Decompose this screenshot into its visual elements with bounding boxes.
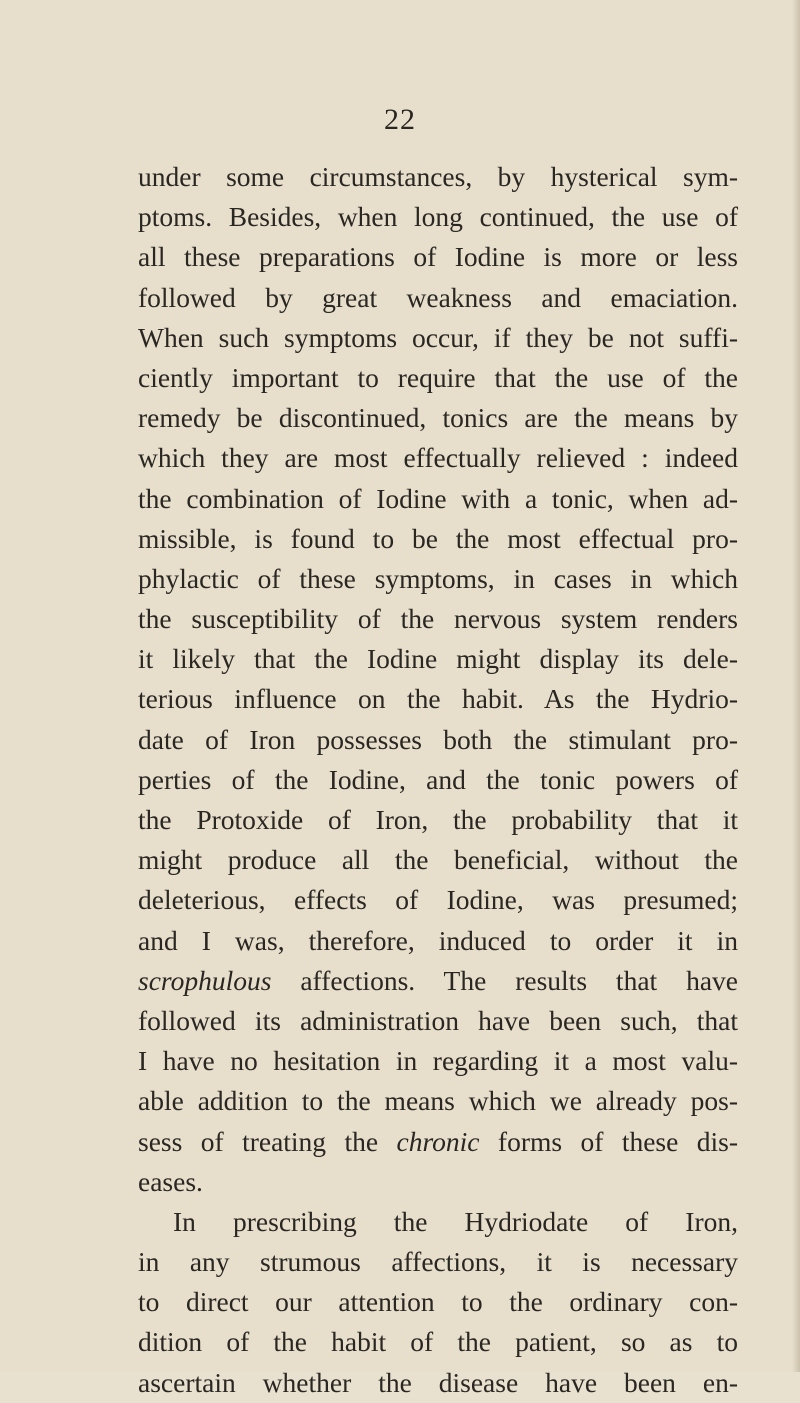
- text-line: When such symptoms occur, if they be not suffi-: [138, 321, 738, 353]
- text-line: the susceptibility of the nervous system renders: [138, 603, 738, 635]
- text-line: the Protoxide of Iron, the probability that it: [138, 804, 738, 835]
- text-line: followed by great weakness and emaciation.: [138, 281, 738, 313]
- italic-word: chronic: [396, 1125, 480, 1157]
- page-number: 22: [384, 103, 416, 136]
- text-line: eases.: [138, 1165, 203, 1197]
- text-line: to direct our attention to the ordinary con-: [138, 1286, 738, 1318]
- text-line: which they are most effectually relieved : indeed: [138, 442, 738, 474]
- text-line: missible, is found to be the most effectual pro-: [138, 522, 738, 554]
- text-line: remedy be discontinued, tonics are the means by: [138, 402, 738, 434]
- text-line: [138, 1122, 738, 1162]
- text-line: phylactic of these symptoms, in cases in which: [138, 562, 738, 594]
- text-line: dition of the habit of the patient, so as to: [138, 1326, 738, 1358]
- text-line: [138, 961, 738, 1001]
- text-line: terious influence on the habit. As the Hydrio-: [138, 683, 738, 715]
- page-edge-shadow: [792, 0, 800, 1372]
- text-line: I have no hesitation in regarding it a most valu-: [138, 1045, 738, 1077]
- text-line: ptoms. Besides, when long continued, the use of: [138, 201, 738, 233]
- text-line: followed its administration have been such, that: [138, 1004, 738, 1036]
- italic-word: scrophulous: [138, 964, 272, 996]
- text-line: under some circumstances, by hysterical sym-: [138, 161, 738, 192]
- line-remainder: forms of these dis-: [479, 1125, 738, 1157]
- text-line: deleterious, effects of Iodine, was presumed;: [138, 884, 738, 916]
- text-line: perties of the Iodine, and the tonic powers of: [138, 763, 738, 795]
- text-line: it likely that the Iodine might display its dele-: [138, 643, 738, 675]
- line-remainder: affections. The results that have: [271, 964, 738, 996]
- text-line: and I was, therefore, induced to order it in: [138, 924, 738, 956]
- text-line: ascertain whether the disease have been en-: [138, 1366, 738, 1398]
- line-start: sess of treating the: [138, 1125, 397, 1157]
- text-line: the combination of Iodine with a tonic, when ad-: [138, 482, 738, 514]
- text-line: ciently important to require that the use of the: [138, 361, 738, 393]
- text-line: in any strumous affections, it is necessary: [138, 1246, 738, 1278]
- text-line: might produce all the beneficial, without the: [138, 844, 738, 876]
- text-line: date of Iron possesses both the stimulant pro-: [138, 723, 738, 755]
- body-text: [138, 157, 738, 1403]
- text-line: all these preparations of Iodine is more or less: [138, 241, 738, 273]
- text-line: In prescribing the Hydriodate of Iron,: [173, 1205, 738, 1237]
- text-line: able addition to the means which we already pos-: [138, 1085, 738, 1117]
